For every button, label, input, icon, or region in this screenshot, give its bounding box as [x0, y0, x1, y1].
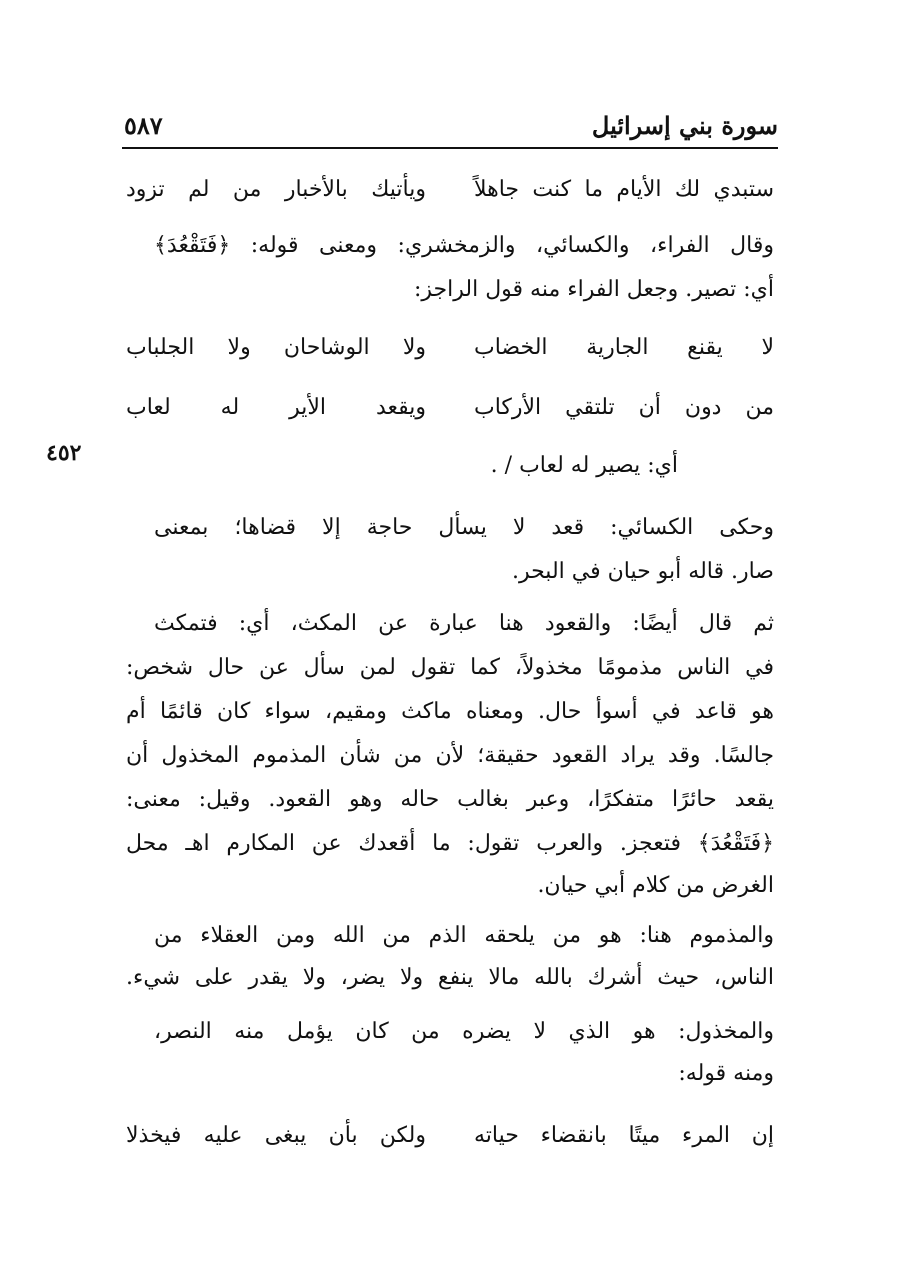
- paragraph-line: جالسًا. وقد يراد القعود حقيقة؛ لأن من شأن المذموم المخذول أن: [126, 743, 774, 768]
- paragraph-line: أي: يصير له لعاب / .: [490, 453, 678, 478]
- verse-first-hemistich: من دون أن تلتقي الأركاب: [474, 395, 774, 420]
- paragraph-line: الناس، حيث أشرك بالله مالا ينفع ولا يضر، ولا يقدر على شيء.: [126, 965, 774, 990]
- verse-line: [126, 328, 774, 368]
- paragraph-line: ومنه قوله:: [678, 1061, 774, 1086]
- verse-second-hemistich: ولكن بأن يبغى عليه فيخذلا: [126, 1123, 426, 1148]
- page-number: ٥٨٧: [124, 111, 163, 140]
- paragraph-line: والمخذول: هو الذي لا يضره من كان يؤمل منه النصر،: [154, 1019, 774, 1044]
- verse-first-hemistich: إن المرء ميتًا بانقضاء حياته: [474, 1123, 774, 1148]
- paragraph-line: هو قاعد في أسوأ حال. ومعناه ماكث ومقيم، سواء كان قائمًا أم: [126, 699, 774, 724]
- verse-first-hemistich: لا يقنع الجارية الخضاب: [474, 335, 774, 360]
- paragraph-line: ثم قال أيضًا: والقعود هنا عبارة عن المكث، أي: فتمكث: [154, 611, 774, 636]
- paragraph-line: في الناس مذمومًا مخذولاً، كما تقول لمن سأل عن حال شخص:: [126, 655, 774, 680]
- verse-second-hemistich: ويقعد الأير له لعاب: [126, 395, 426, 420]
- paragraph-line: وقال الفراء، والكسائي، والزمخشري: ومعنى قوله: ﴿فَتَقْعُدَ﴾: [154, 233, 774, 258]
- paragraph-line: والمذموم هنا: هو من يلحقه الذم من الله ومن العقلاء من: [154, 923, 774, 948]
- paragraph-line: الغرض من كلام أبي حيان.: [537, 873, 774, 898]
- paragraph-line: يقعد حائرًا متفكرًا، وعبر بغالب حاله وهو القعود. وقيل: معنى:: [126, 787, 774, 812]
- verse-first-hemistich: ستبدي لك الأيام ما كنت جاهلاً: [474, 177, 774, 202]
- verse-line: [126, 1116, 774, 1156]
- paragraph-line: ﴿فَتَقْعُدَ﴾ فتعجز. والعرب تقول: ما أقعدك عن المكارم اهـ محل: [126, 831, 774, 856]
- paragraph-line: صار. قاله أبو حيان في البحر.: [511, 559, 774, 584]
- paragraph-line: وحكى الكسائي: قعد لا يسأل حاجة إلا قضاها؛ بمعنى: [154, 515, 774, 540]
- verse-second-hemistich: ولا الوشاحان ولا الجلباب: [126, 335, 426, 360]
- verse-second-hemistich: ويأتيك بالأخبار من لم تزود: [126, 177, 426, 202]
- verse-line: [126, 388, 774, 428]
- surah-title: سورة بني إسرائيل: [591, 111, 778, 140]
- header-rule: [122, 147, 778, 149]
- verse-line: [126, 170, 774, 210]
- paragraph-line: أي: تصير. وجعل الفراء منه قول الراجز:: [413, 277, 774, 302]
- margin-page-reference: ٤٥٢: [46, 440, 82, 466]
